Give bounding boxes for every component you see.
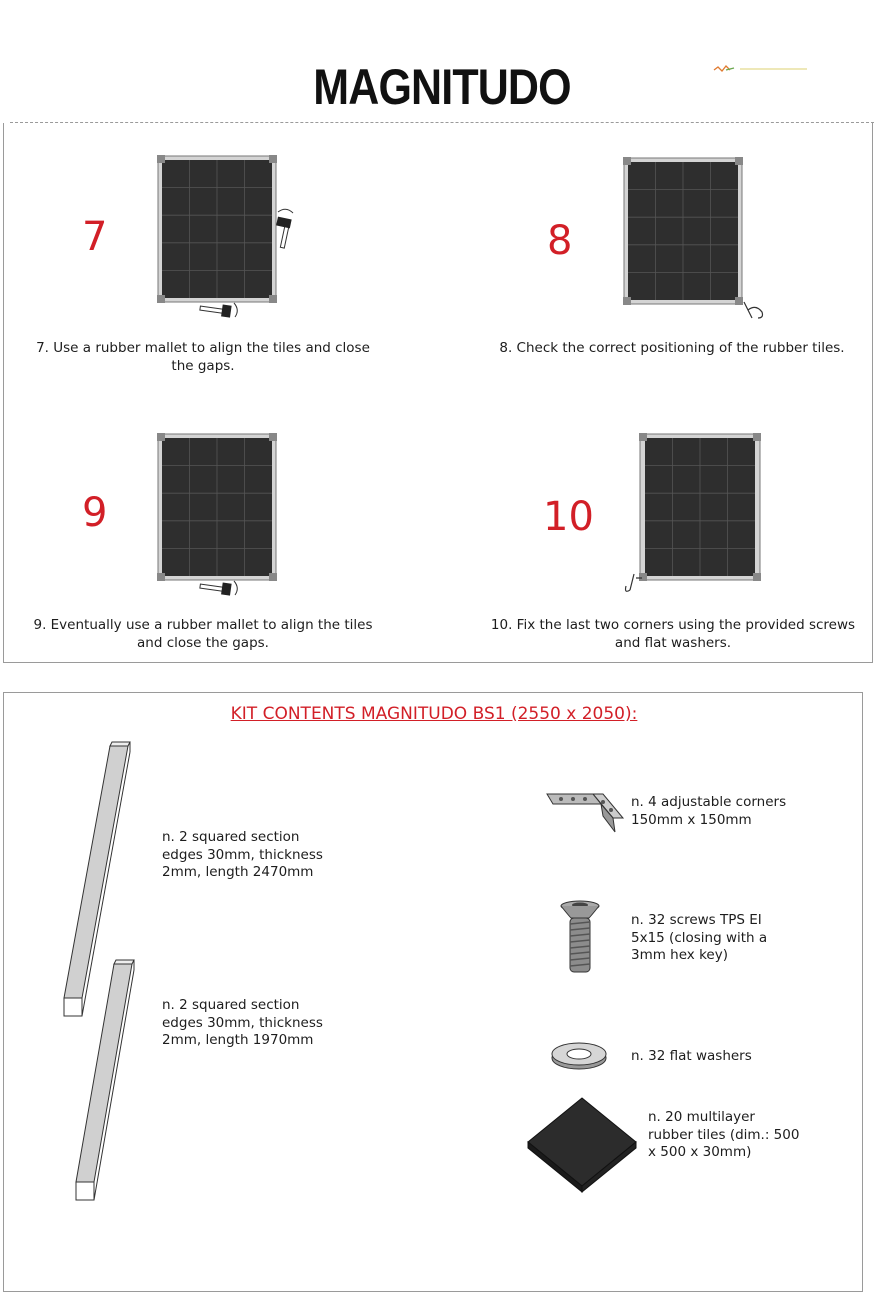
step-10-caption: 10. Fix the last two corners using the provided screws and flat washers. bbox=[490, 617, 856, 651]
kit-item-corners: n. 4 adjustable corners 150mm x 150mm bbox=[631, 794, 787, 828]
kit-title: KIT CONTENTS MAGNITUDO BS1 (2550 x 2050): bbox=[230, 704, 638, 724]
kit-item-tiles: n. 20 multilayer rubber tiles (dim.: 500 x 500 x 30mm) bbox=[648, 1109, 800, 1160]
step-7-illustration bbox=[150, 150, 300, 325]
step-9-caption: 9. Eventually use a rubber mallet to align the tiles and close the gaps. bbox=[33, 617, 373, 651]
rubber-mallet-icon bbox=[200, 303, 237, 318]
brand-logo-mark bbox=[712, 62, 812, 74]
hand-hook-icon bbox=[744, 302, 763, 318]
step-number: 10 bbox=[543, 494, 594, 540]
kit-item-washers: n. 32 flat washers bbox=[631, 1048, 752, 1064]
step-number: 7 bbox=[82, 214, 108, 260]
rubber-mallet-icon bbox=[200, 581, 237, 596]
flat-washer-icon bbox=[550, 1038, 608, 1072]
rubber-tile-icon bbox=[524, 1094, 640, 1194]
screw-icon bbox=[555, 898, 605, 978]
step-number: 9 bbox=[82, 490, 108, 536]
step-10-illustration bbox=[620, 428, 770, 600]
page-title: MAGNITUDO bbox=[313, 59, 571, 115]
step-8-caption: 8. Check the correct positioning of the rubber tiles. bbox=[499, 340, 845, 356]
kit-item-short-edge: n. 2 squared section edges 30mm, thickness 2mm, length 1970mm bbox=[162, 997, 323, 1048]
step-number: 8 bbox=[547, 218, 573, 264]
step-8-illustration bbox=[616, 152, 776, 324]
step-9-illustration bbox=[150, 428, 300, 604]
step-7-caption: 7. Use a rubber mallet to align the tiles and close the gaps. bbox=[36, 340, 370, 374]
kit-item-screws: n. 32 screws TPS EI 5x15 (closing with a 3mm hex key) bbox=[631, 912, 768, 963]
kit-item-long-edge: n. 2 squared section edges 30mm, thickness 2mm, length 2470mm bbox=[162, 829, 323, 880]
edge-bar-short-illustration bbox=[70, 958, 150, 1204]
adjustable-corner-icon bbox=[545, 790, 625, 836]
rubber-mallet-icon bbox=[276, 209, 293, 248]
